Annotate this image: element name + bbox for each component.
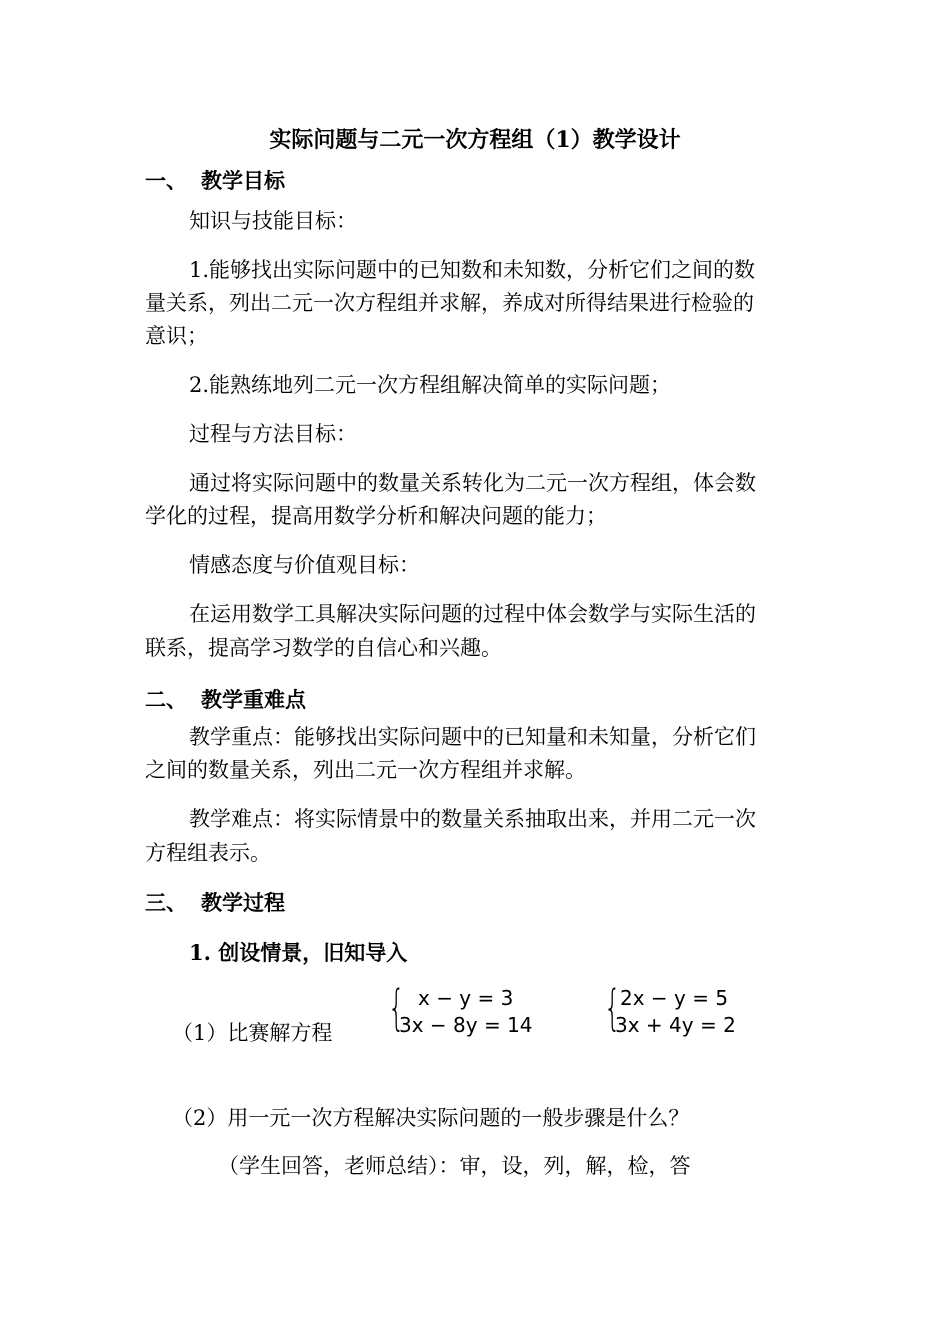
key-point-line-1: 教学重点：能够找出实际问题中的已知量和未知量，分析它们 (189, 725, 756, 749)
knowledge-goal-1-line-1: 1.能够找出实际问题中的已知数和未知数，分析它们之间的数 (189, 258, 756, 282)
equation: 2x − y = 5 (620, 986, 729, 1010)
difficulty-line-2: 方程组表示。 (145, 841, 271, 865)
process-step-1: 1. 创设情景，旧知导入 (189, 940, 408, 965)
knowledge-goal-label: 知识与技能目标： (189, 209, 357, 233)
emotion-goal-label: 情感态度与价值观目标： (189, 553, 420, 577)
emotion-goal-line-1: 在运用数学工具解决实际问题的过程中体会数学与实际生活的 (189, 602, 756, 626)
section-number: 一、 (145, 168, 187, 193)
process-goal-label: 过程与方法目标： (189, 422, 357, 446)
item-1-label: （1）比赛解方程 (172, 1021, 333, 1045)
brace-icon: { (388, 980, 405, 1036)
process-goal-line-2: 学化的过程，提高用数学分析和解决问题的能力； (145, 504, 607, 528)
knowledge-goal-2: 2.能熟练地列二元一次方程组解决简单的实际问题； (189, 373, 672, 397)
knowledge-goal-1-line-2: 量关系，列出二元一次方程组并求解，养成对所得结果进行检验的 (145, 291, 754, 315)
section-title: 教学目标 (201, 168, 285, 193)
key-point-line-2: 之间的数量关系，列出二元一次方程组并求解。 (145, 758, 586, 782)
section-heading-keypoints (145, 684, 306, 714)
section-title: 教学重难点 (201, 687, 306, 712)
emotion-goal-line-2: 联系，提高学习数学的自信心和兴趣。 (145, 636, 502, 660)
equation-system-2 (604, 980, 754, 1044)
knowledge-goal-1-line-3: 意识； (145, 324, 208, 348)
item-2-answer: （学生回答，老师总结）：审，设，列，解，检，答 (218, 1154, 691, 1178)
process-goal-line-1: 通过将实际问题中的数量关系转化为二元一次方程组，体会数 (189, 471, 756, 495)
section-number: 三、 (145, 890, 187, 915)
equation: 3x + 4y = 2 (615, 1013, 736, 1037)
equation: x − y = 3 (418, 986, 514, 1010)
section-title: 教学过程 (201, 890, 285, 915)
section-heading-goals (145, 165, 285, 195)
section-heading-process (145, 887, 285, 917)
equation-system-1 (388, 980, 538, 1044)
section-number: 二、 (145, 687, 187, 712)
equation: 3x − 8y = 14 (399, 1013, 533, 1037)
difficulty-line-1: 教学难点：将实际情景中的数量关系抽取出来，并用二元一次 (189, 807, 756, 831)
item-2-question: （2）用一元一次方程解决实际问题的一般步骤是什么？ (172, 1106, 690, 1130)
brace-icon: { (604, 980, 621, 1036)
document-title: 实际问题与二元一次方程组（1）教学设计 (269, 127, 681, 153)
